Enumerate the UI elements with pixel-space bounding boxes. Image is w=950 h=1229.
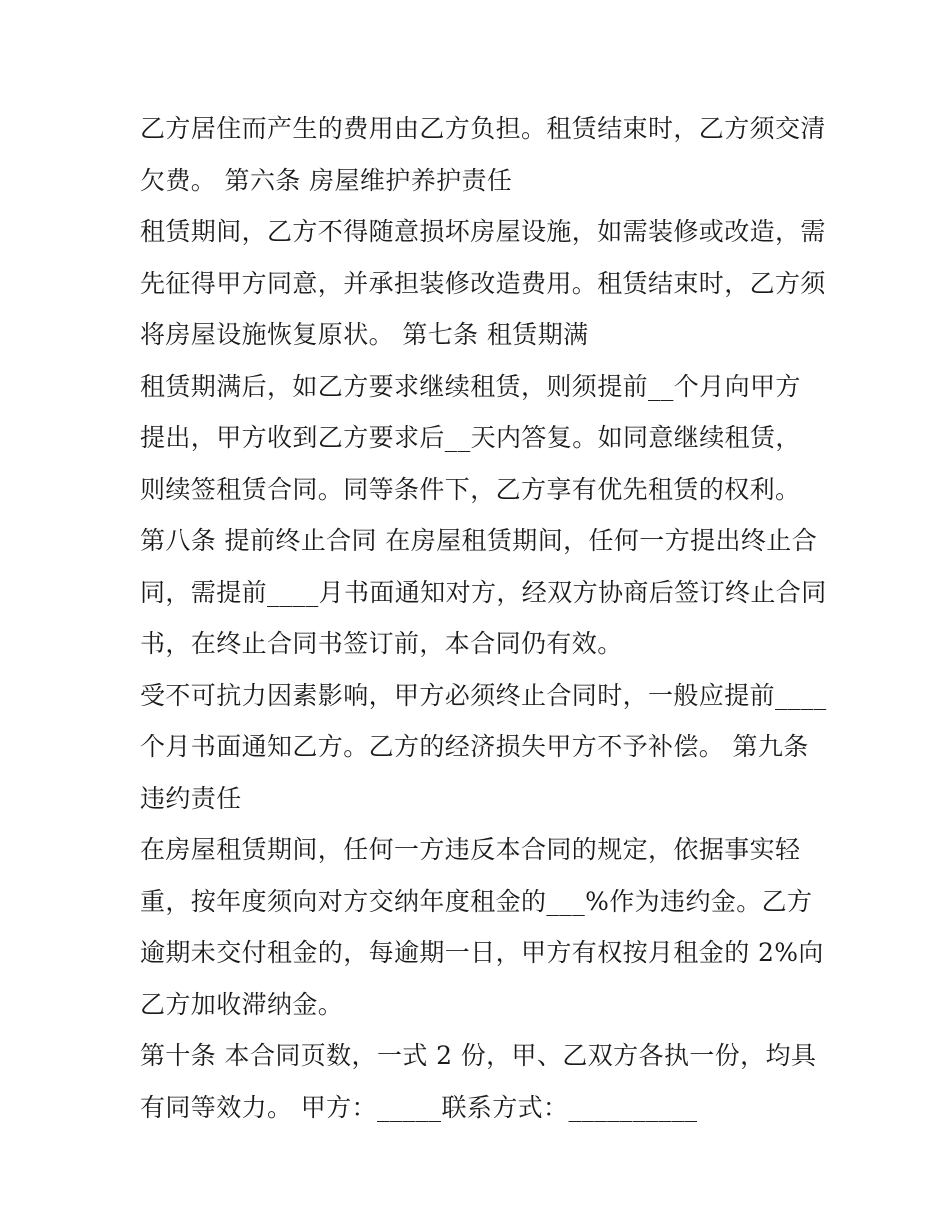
text-line: 乙方加收滞纳金。	[140, 989, 344, 1019]
text-line: 第十条 本合同页数，一式 2 份，甲、乙双方各执一份，均具	[140, 1041, 817, 1070]
text-line: 有同等效力。 甲方：_____联系方式：__________	[140, 1092, 698, 1122]
text-line: 将房屋设施恢复原状。 第七条 租赁期满	[140, 320, 589, 349]
text-line: 个月书面通知乙方。乙方的经济损失甲方不予补偿。 第九条	[140, 732, 809, 761]
text-line: 违约责任	[140, 783, 242, 813]
text-line: 书，在终止合同书签订前，本合同仍有效。	[140, 629, 623, 658]
text-line: 逾期未交付租金的，每逾期一日，甲方有权按月租金的 2%向	[140, 938, 824, 967]
text-line: 提出，甲方收到乙方要求后__天内答复。如同意继续租赁，	[140, 423, 801, 452]
text-line: 重，按年度须向对方交纳年度租金的___%作为违约金。乙方	[140, 886, 813, 916]
text-line: 同，需提前____月书面通知对方，经双方协商后签订终止合同	[140, 577, 827, 607]
contract-text	[140, 103, 827, 1133]
text-line: 欠费。 第六条 房屋维护养护责任	[140, 165, 513, 195]
text-line: 租赁期间，乙方不得随意损坏房屋设施，如需装修或改造，需	[140, 217, 826, 246]
text-line: 受不可抗力因素影响，甲方必须终止合同时，一般应提前____	[140, 680, 827, 710]
text-line: 乙方居住而产生的费用由乙方负担。租赁结束时，乙方须交清	[140, 114, 826, 143]
text-line: 租赁期满后，如乙方要求继续租赁，则须提前__个月向甲方	[140, 371, 801, 401]
text-line: 先征得甲方同意，并承担装修改造费用。租赁结束时，乙方须	[140, 268, 826, 298]
text-line: 第八条 提前终止合同 在房屋租赁期间，任何一方提出终止合	[140, 526, 818, 555]
text-line: 则续签租赁合同。同等条件下，乙方享有优先租赁的权利。	[140, 474, 801, 504]
text-line: 在房屋租赁期间，任何一方违反本合同的规定，依据事实轻	[140, 835, 801, 864]
